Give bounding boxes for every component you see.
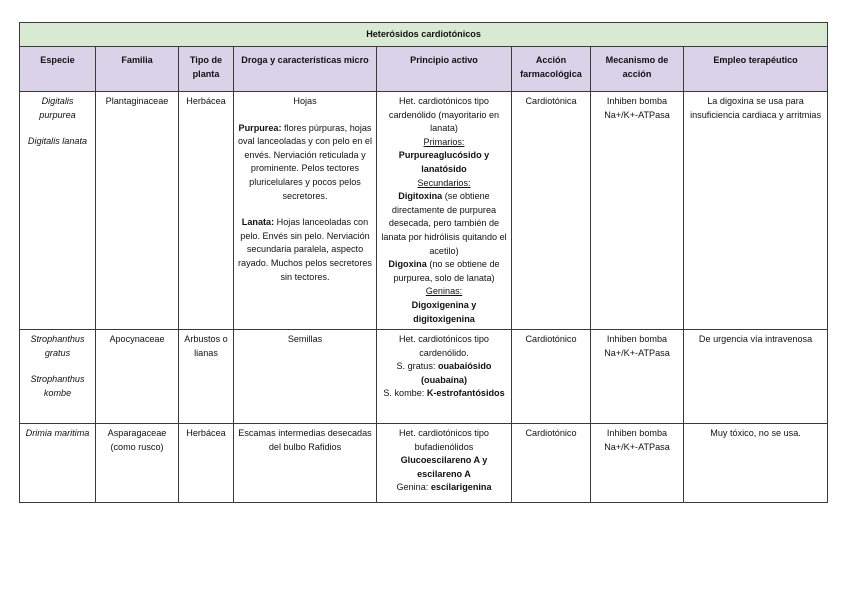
cell-especie [20, 424, 96, 503]
header-principio: Principio activo [377, 47, 512, 92]
digitoxina-text: (se obtiene directamente de purpurea desecada, pero también de lanata por hidrólisis quitando el acetilo) [381, 191, 507, 256]
cell-mecanismo: Inhiben bomba Na+/K+-ATPasa [591, 424, 684, 503]
geninas-value: Digoxigenina y digitoxigenina [411, 299, 477, 324]
cell-droga: Semillas [234, 330, 377, 424]
cell-accion: Cardiotónico [512, 330, 591, 424]
header-tipo: Tipo de planta [179, 47, 234, 92]
cell-familia: Asparagaceae (como rusco) [96, 424, 179, 503]
cell-empleo: Muy tóxico, no se usa. [684, 424, 828, 503]
digoxina-entry [380, 258, 508, 285]
header-familia: Familia [96, 47, 179, 92]
cell-familia: Apocynaceae [96, 330, 179, 424]
droga-intro: Hojas [293, 96, 317, 106]
genina-label: Genina: [396, 482, 429, 493]
primarios-label: Primarios: [423, 136, 465, 147]
kombe-value: K-estrofantósidos [426, 388, 505, 399]
digitoxina-entry [380, 190, 508, 258]
kombe-entry [380, 387, 508, 401]
purpurea-label: Purpurea: [238, 122, 282, 133]
genina-entry [380, 481, 508, 495]
cell-especie [20, 92, 96, 330]
principio-intro: Het. cardiotónicos tipo cardenólido (mayoritario en lanata) [388, 96, 500, 134]
cell-tipo: Herbácea [179, 424, 234, 503]
cell-empleo: La digoxina se usa para insuficiencia cardiaca y arritmias [684, 92, 828, 330]
lanata-text: Hojas lanceoladas con pelo. Envés sin pelo. Nerviación secundaria paralela, aspecto rayado. Muchos pelos secretores sin tectores. [238, 217, 372, 282]
droga-lanata [237, 216, 373, 284]
cell-principio [377, 330, 512, 424]
cell-familia: Plantaginaceae [96, 92, 179, 330]
heterosidos-table [19, 22, 828, 503]
cell-mecanismo: Inhiben bomba Na+/K+-ATPasa [591, 330, 684, 424]
cell-especie [20, 330, 96, 424]
table-row [20, 92, 828, 330]
cell-empleo: De urgencia vía intravenosa [684, 330, 828, 424]
digitoxina-label: Digitoxina [398, 191, 443, 202]
cell-tipo: Arbustos o lianas [179, 330, 234, 424]
table-title-row [20, 23, 828, 47]
digoxina-text: (no se obtiene de purpurea, solo de lanata) [393, 259, 500, 283]
secundarios-label: Secundarios: [417, 177, 471, 188]
cell-principio [377, 92, 512, 330]
header-empleo: Empleo terapéutico [684, 47, 828, 92]
lanata-label: Lanata: [241, 217, 275, 228]
principio-intro: Het. cardiotónicos tipo cardenólido. [399, 334, 489, 358]
cell-accion: Cardiotónica [512, 92, 591, 330]
cell-droga: Escamas intermedias desecadas del bulbo Rafidios [234, 424, 377, 503]
species-name: Strophanthus gratus [30, 334, 85, 358]
gratus-value: ouabaiósido (ouabaína) [421, 361, 492, 385]
kombe-label: S. kombe: [383, 388, 425, 399]
cell-accion: Cardiotónico [512, 424, 591, 503]
species-name: Digitalis purpurea [39, 96, 76, 120]
cell-mecanismo: Inhiben bomba Na+/K+-ATPasa [591, 92, 684, 330]
table-title: Heterósidos cardiotónicos [20, 23, 828, 47]
species-name: Drimia maritima [25, 428, 90, 439]
genina-value: escilarigenina [430, 482, 492, 493]
header-mecanismo: Mecanismo de acción [591, 47, 684, 92]
droga-purpurea [237, 122, 373, 204]
principio-bold: Glucoescilareno A y escilareno A [400, 455, 488, 479]
header-especie: Especie [20, 47, 96, 92]
digoxina-label: Digoxina [388, 259, 427, 270]
table-row [20, 424, 828, 503]
purpurea-text: flores púrpuras, hojas oval lanceoladas y con pelo en el envés. Nerviación reticulada y prominente. Pelos tectores pluricelulares y pocos pelos secretores. [238, 122, 372, 201]
geninas-label: Geninas: [425, 286, 463, 297]
table-header-row [20, 47, 828, 92]
header-droga: Droga y características micro [234, 47, 377, 92]
principio-intro: Het. cardiotónicos tipo bufadienólidos [399, 428, 489, 452]
cell-droga [234, 92, 377, 330]
primarios-value: Purpureaglucósido y lanatósido [398, 150, 490, 174]
species-name: Digitalis lanata [27, 136, 88, 147]
header-accion: Acción farmacológica [512, 47, 591, 92]
cell-tipo: Herbácea [179, 92, 234, 330]
cell-principio [377, 424, 512, 503]
species-name: Strophanthus kombe [30, 374, 85, 398]
gratus-label: S. gratus: [396, 361, 436, 372]
table-row [20, 330, 828, 424]
gratus-entry [380, 360, 508, 387]
